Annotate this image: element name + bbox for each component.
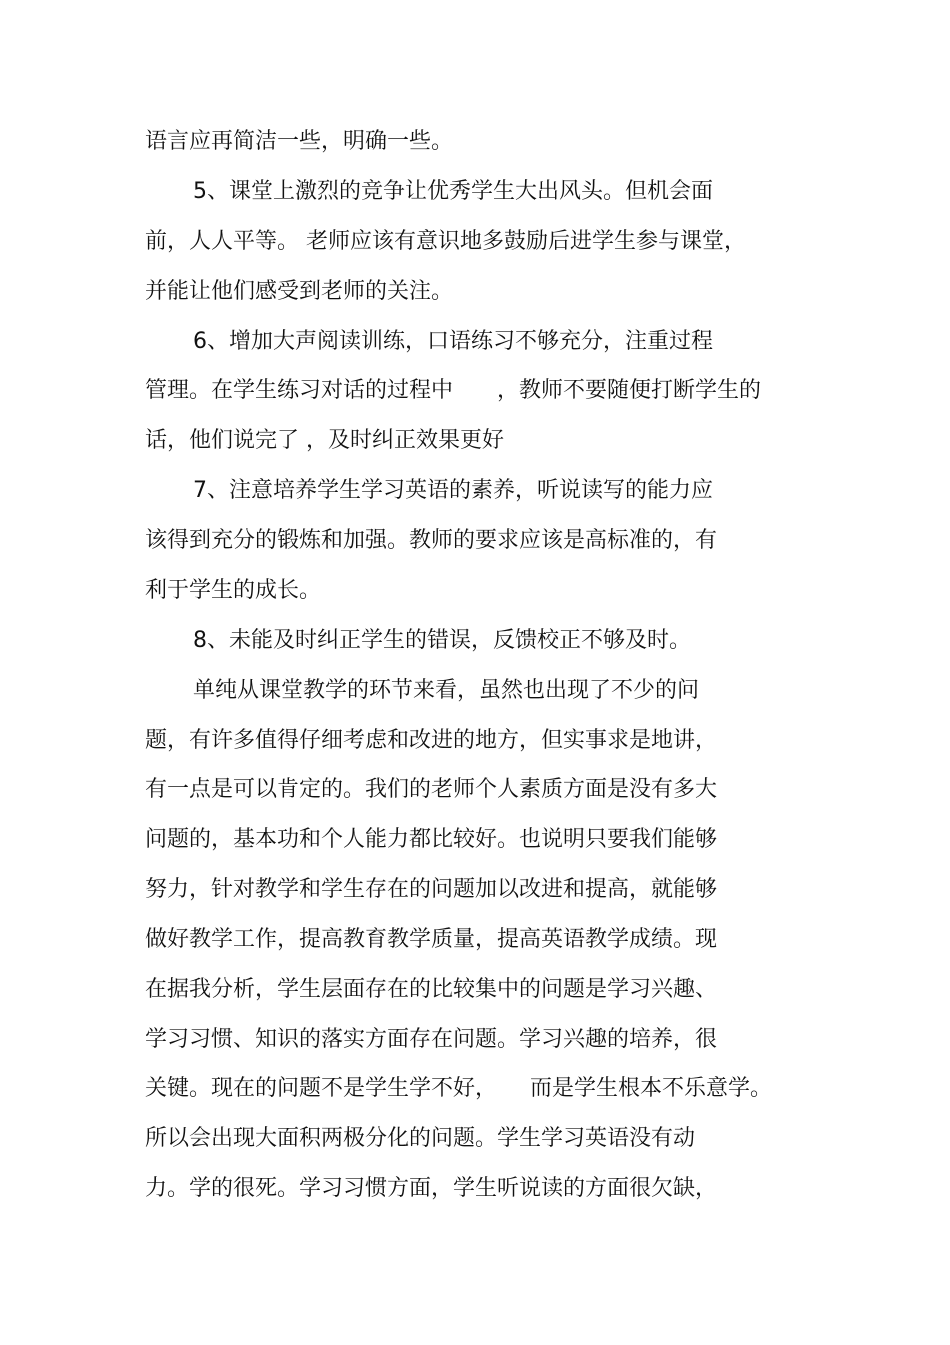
text-line: 5、课堂上激烈的竞争让优秀学生大出风头。但机会面 bbox=[193, 179, 713, 204]
text-line: 在据我分析，学生层面存在的比较集中的问题是学习兴趣、 bbox=[145, 977, 718, 1002]
text-line: 单纯从课堂教学的环节来看，虽然也出现了不少的问 bbox=[193, 678, 700, 703]
text-line: 语言应再简洁一些，明确一些。 bbox=[145, 129, 454, 154]
text-line: 有一点是可以肯定的。我们的老师个人素质方面是没有多大 bbox=[145, 777, 718, 802]
text-line: 所以会出现大面积两极分化的问题。学生学习英语没有动 bbox=[145, 1126, 696, 1151]
text-line: 做好教学工作，提高教育教学质量，提高英语教学成绩。现 bbox=[145, 927, 718, 952]
text-line: 力。学的很死。学习习惯方面，学生听说读的方面很欠缺， bbox=[145, 1176, 718, 1201]
text-line: 学习习惯、知识的落实方面存在问题。学习兴趣的培养，很 bbox=[145, 1027, 718, 1052]
text-line: 8、未能及时纠正学生的错误，反馈校正不够及时。 bbox=[193, 628, 691, 653]
text-line: 问题的，基本功和个人能力都比较好。也说明只要我们能够 bbox=[145, 827, 718, 852]
text-line: 管理。在学生练习对话的过程中 ，教师不要随便打断学生的 bbox=[145, 378, 762, 403]
text-line: 6、增加大声阅读训练，口语练习不够充分，注重过程 bbox=[193, 329, 713, 354]
text-line: 努力，针对教学和学生存在的问题加以改进和提高，就能够 bbox=[145, 877, 718, 902]
text-line: 利于学生的成长。 bbox=[145, 578, 322, 603]
text-line: 并能让他们感受到老师的关注。 bbox=[145, 279, 454, 304]
text-line: 7、注意培养学生学习英语的素养，听说读写的能力应 bbox=[193, 478, 713, 503]
text-line: 该得到充分的锻炼和加强。教师的要求应该是高标准的，有 bbox=[145, 528, 718, 553]
text-line: 前，人人平等。 老师应该有意识地多鼓励后进学生参与课堂， bbox=[145, 229, 746, 254]
text-line: 话，他们说完了 ，及时纠正效果更好 bbox=[145, 428, 504, 453]
text-line: 关键。现在的问题不是学生学不好， 而是学生根本不乐意学。 bbox=[145, 1076, 773, 1101]
text-line: 题，有许多值得仔细考虑和改进的地方，但实事求是地讲， bbox=[145, 728, 718, 753]
